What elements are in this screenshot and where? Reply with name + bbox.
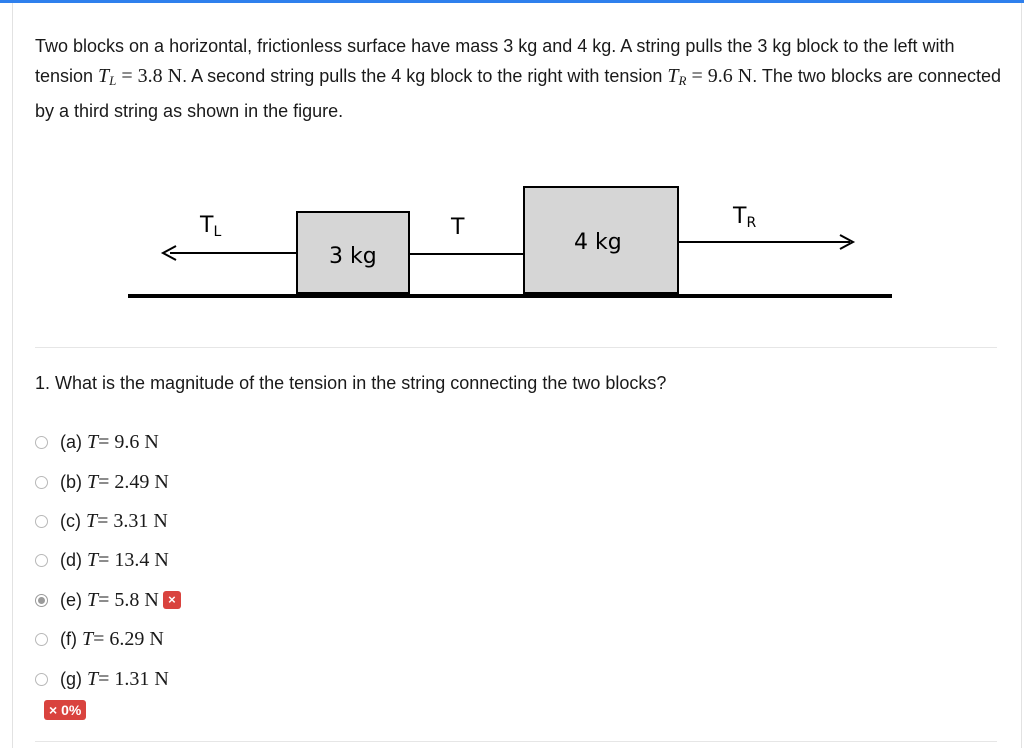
option-label: (g)	[60, 668, 82, 689]
middle-tension-label: T	[451, 215, 465, 240]
answer-option[interactable]	[35, 581, 181, 620]
score-badge: × 0%	[44, 700, 86, 720]
option-value: = 1.31 N	[98, 667, 169, 690]
radio-button[interactable]	[35, 554, 48, 567]
block-4kg-label: 4 kg	[574, 230, 622, 255]
blocks-diagram	[0, 150, 1024, 310]
tl-value: = 3.8 N	[116, 65, 183, 87]
answer-option[interactable]	[35, 541, 181, 580]
incorrect-icon: ×	[163, 591, 181, 609]
option-symbol: T	[87, 588, 99, 611]
option-value: = 13.4 N	[98, 549, 169, 572]
option-symbol: T	[82, 628, 94, 651]
option-label: (e)	[60, 589, 82, 610]
question-text: What is the magnitude of the tension in the string connecting the two blocks?	[55, 373, 667, 393]
left-tension-label: TL	[200, 213, 222, 240]
tr-subscript: R	[678, 73, 687, 88]
question-number: 1.	[35, 373, 51, 393]
tl-subscript: L	[109, 73, 117, 88]
answer-option[interactable]	[35, 659, 181, 698]
radio-button[interactable]	[35, 594, 48, 607]
block-3kg-label: 3 kg	[329, 244, 377, 269]
option-label: (c)	[60, 510, 81, 531]
problem-text-2: . A second string pulls the 4 kg block to the right with tension	[182, 66, 668, 86]
option-label: (f)	[60, 629, 77, 650]
tl-symbol: T	[98, 65, 110, 87]
radio-button[interactable]	[35, 633, 48, 646]
option-value: = 3.31 N	[97, 509, 168, 532]
answer-option[interactable]	[35, 620, 181, 659]
radio-button[interactable]	[35, 476, 48, 489]
problem-text-3: . The two blocks are connected by a third string as shown in the figure.	[35, 66, 1002, 121]
option-symbol: T	[86, 509, 98, 532]
option-label: (d)	[60, 550, 82, 571]
answer-option[interactable]	[35, 423, 181, 462]
radio-button[interactable]	[35, 515, 48, 528]
question-prompt	[35, 369, 666, 397]
divider-bottom	[35, 741, 997, 742]
option-symbol: T	[87, 549, 99, 572]
problem-statement	[35, 31, 1005, 126]
option-value: = 6.29 N	[93, 628, 164, 651]
divider-top	[35, 347, 997, 348]
option-symbol: T	[87, 431, 99, 454]
right-tension-label: TR	[733, 204, 757, 231]
option-symbol: T	[87, 667, 99, 690]
option-symbol: T	[87, 470, 99, 493]
radio-button[interactable]	[35, 436, 48, 449]
option-label: (a)	[60, 432, 82, 453]
problem-text-1: Two blocks on a horizontal, frictionless surface have mass 3 kg and 4 kg. A string pulls the 3 kg block to the left with tension	[35, 36, 955, 86]
option-value: = 5.8 N	[98, 588, 159, 611]
option-value: = 2.49 N	[98, 470, 169, 493]
radio-button[interactable]	[35, 673, 48, 686]
tr-value: = 9.6 N	[686, 65, 753, 87]
option-value: = 9.6 N	[98, 431, 159, 454]
answer-option[interactable]	[35, 462, 181, 501]
option-label: (b)	[60, 471, 82, 492]
tr-symbol: T	[667, 65, 679, 87]
answer-options	[35, 423, 181, 699]
answer-option[interactable]	[35, 502, 181, 541]
